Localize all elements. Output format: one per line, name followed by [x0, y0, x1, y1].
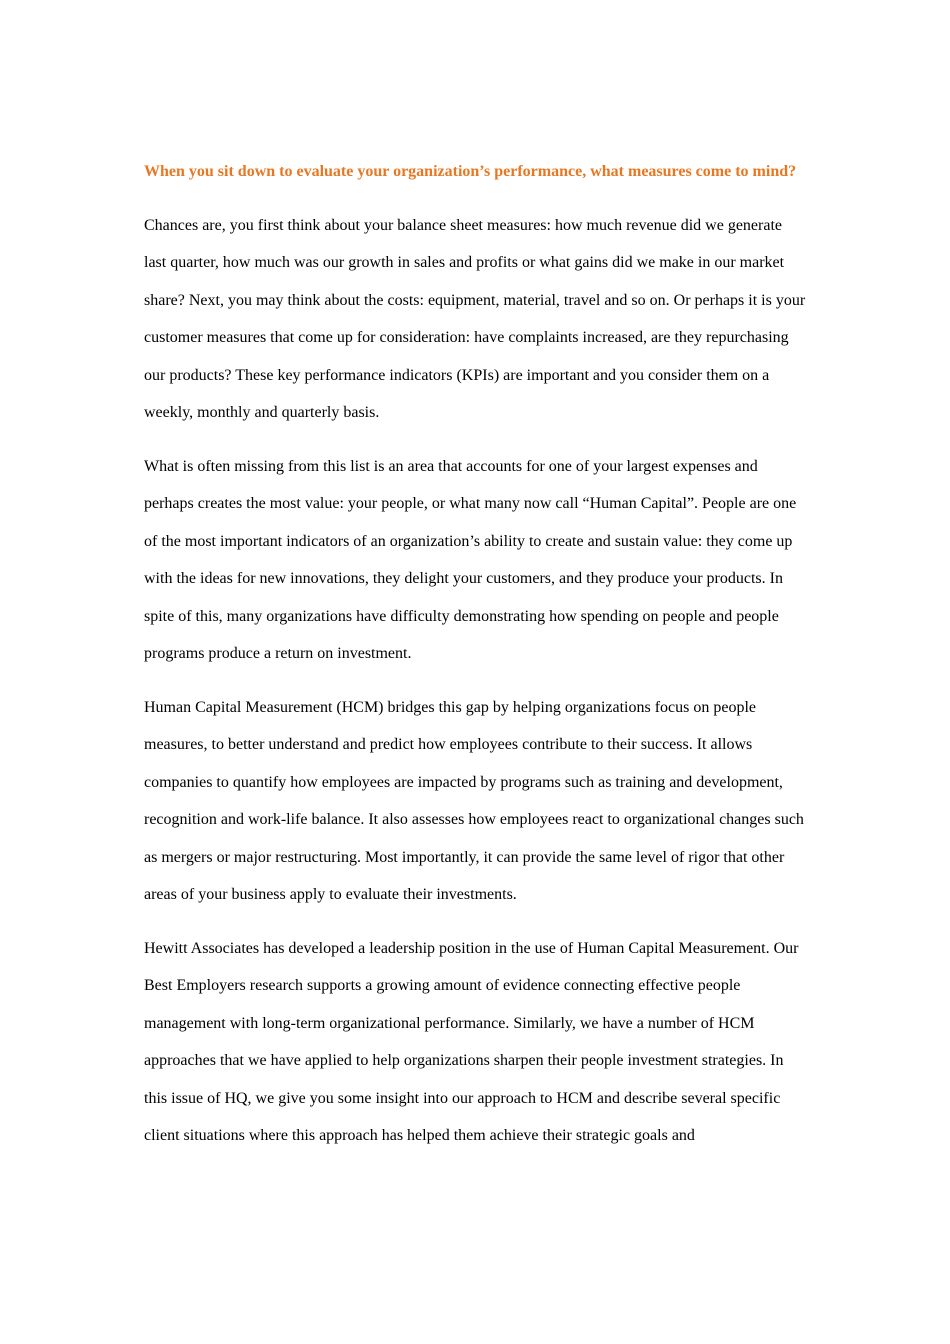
document-page — [144, 153, 806, 1171]
paragraph-hewitt: Hewitt Associates has developed a leadership position in the use of Human Capital Measurement. Our Best Employers research supports a growing amount of evidence connecting effective people management with long-term organizational performance. Similarly, we have a number of HCM approaches that we have applied to help organizations sharpen their people investment strategies. In this issue of HQ, we give you some insight into our approach to HCM and describe several specific client situations where this approach has helped them achieve their strategic goals and — [144, 939, 799, 1144]
paragraph-hcm: Human Capital Measurement (HCM) bridges this gap by helping organizations focus on people measures, to better understand and predict how employees contribute to their success. It allows companies to quantify how employees are impacted by programs such as training and development, recognition and work-life balance. It also assesses how employees react to organizational changes such as mergers or major restructuring. Most importantly, it can provide the same level of rigor that other areas of your business apply to evaluate their investments. — [144, 698, 804, 903]
document-heading: When you sit down to evaluate your organization’s performance, what measures come to mind? — [144, 163, 797, 180]
paragraph-kpis: Chances are, you first think about your balance sheet measures: how much revenue did we generate last quarter, how much was our growth in sales and profits or what gains did we make in our market share? Next, you may think about the costs: equipment, material, travel and so on. Or perhaps it is your customer measures that come up for consideration: have complaints increased, are they repurchasing our products? These key performance indicators (KPIs) are important and you consider them on a weekly, monthly and quarterly basis. — [144, 216, 806, 421]
paragraph-human-capital: What is often missing from this list is an area that accounts for one of your largest expenses and perhaps creates the most value: your people, or what many now call “Human Capital”. People are one of the most important indicators of an organization’s ability to create and sustain value: they come up with the ideas for new innovations, they delight your customers, and they produce your products. In spite of this, many organizations have difficulty demonstrating how spending on people and people programs produce a return on investment. — [144, 457, 797, 662]
